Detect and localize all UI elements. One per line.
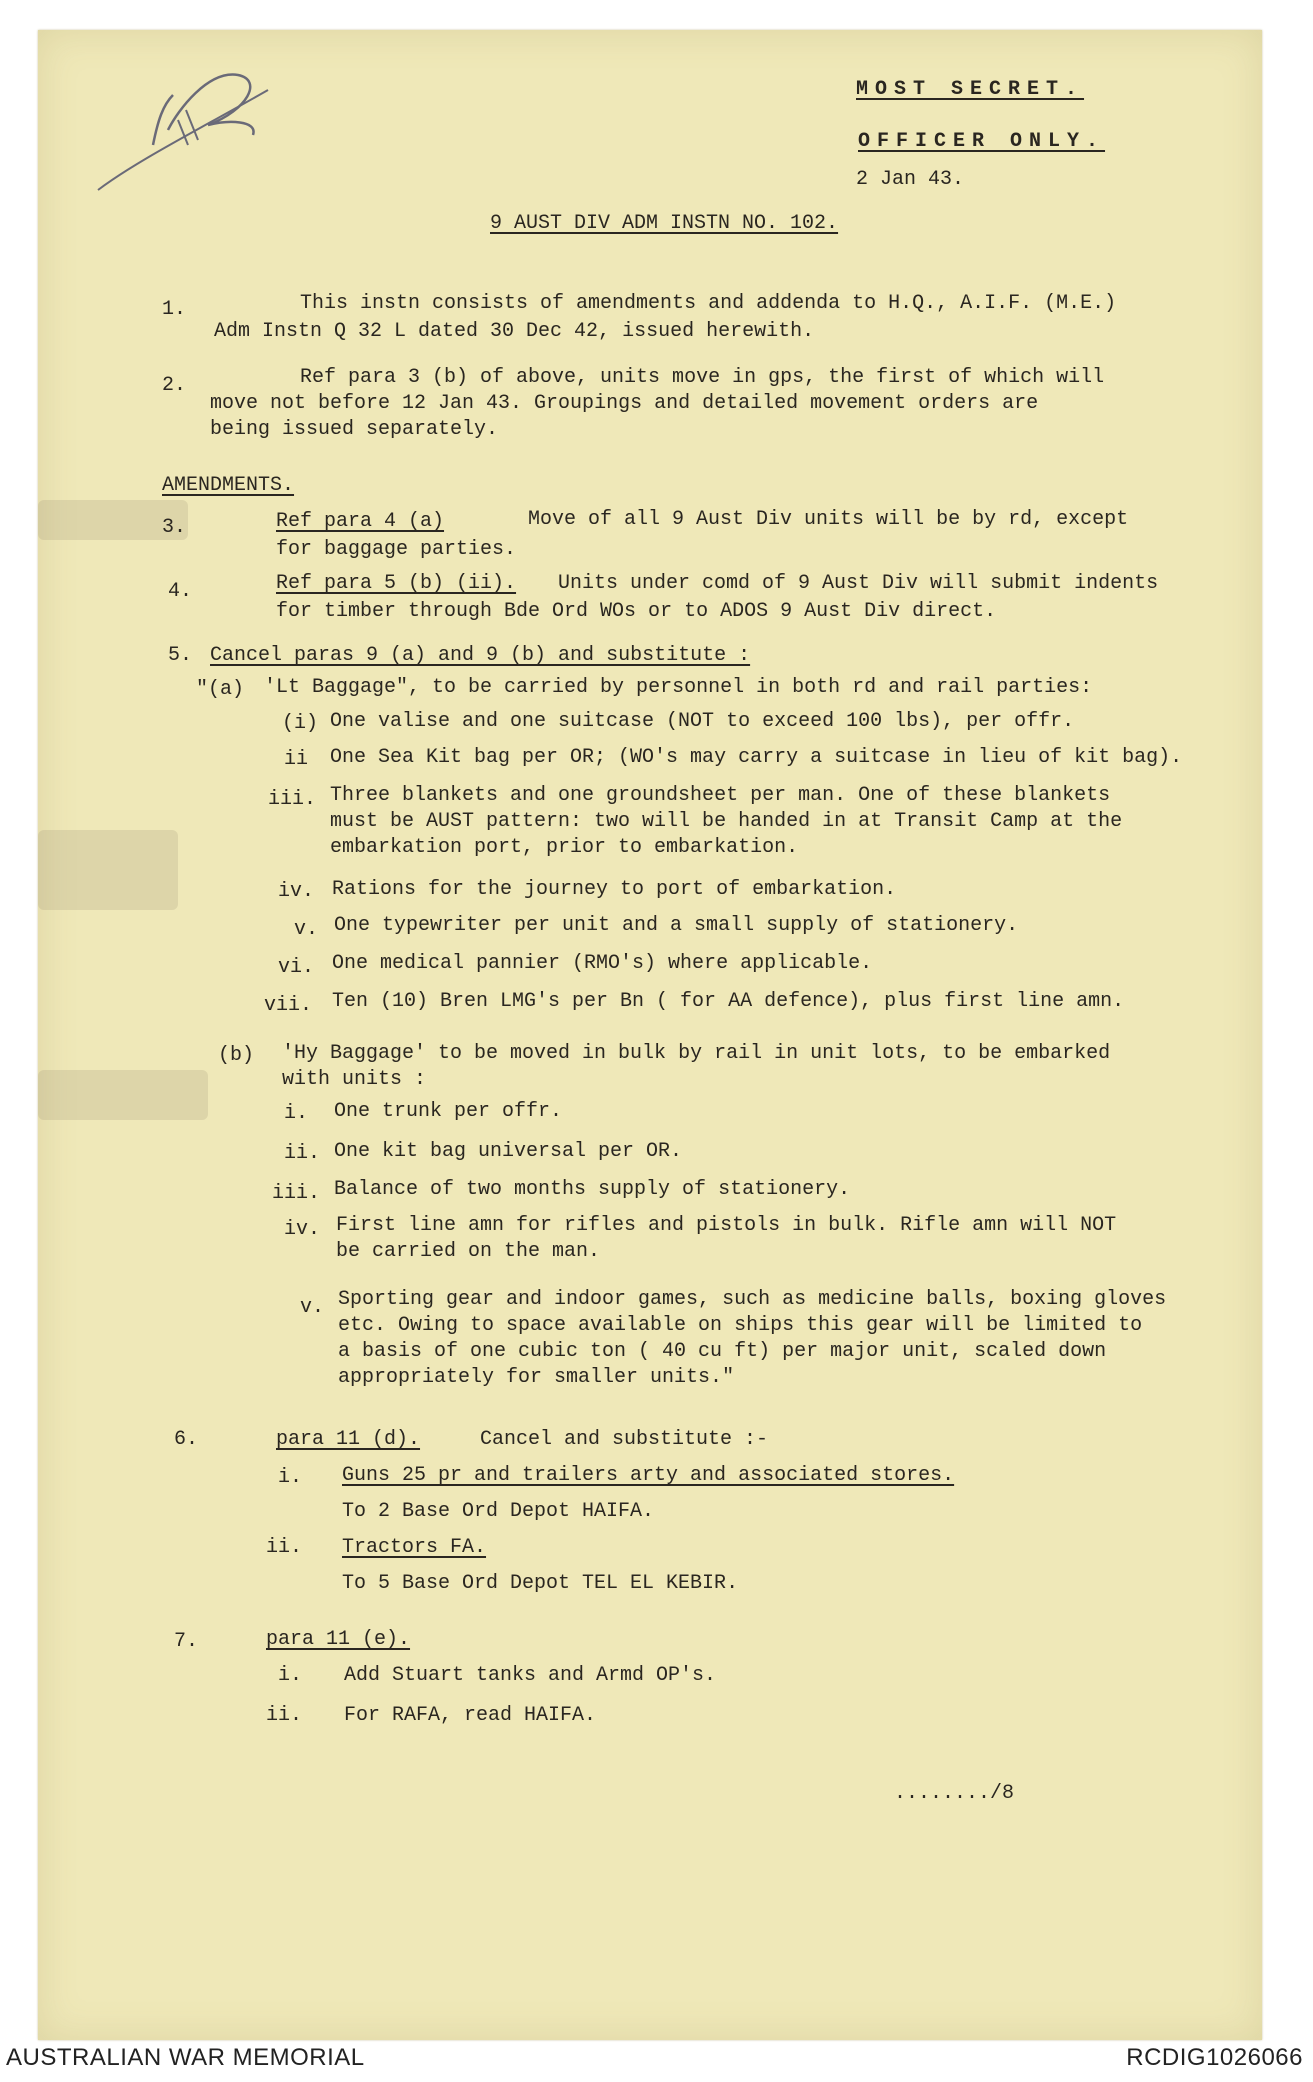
para-text: Move of all 9 Aust Div units will be by rd, except	[528, 508, 1129, 531]
item-text: Balance of two months supply of stationery.	[334, 1178, 851, 1201]
item-text: Sporting gear and indoor games, such as medicine balls, boxing gloves	[338, 1288, 1167, 1311]
subpara-label: "(a)	[196, 678, 245, 701]
item-text: embarkation port, prior to embarkation.	[330, 836, 799, 859]
para-number: 3.	[162, 516, 187, 539]
item-number: ii.	[284, 1142, 321, 1165]
para-text: This instn consists of amendments and addenda to H.Q., A.I.F. (M.E.)	[300, 292, 1117, 315]
item-text: First line amn for rifles and pistols in bulk. Rifle amn will NOT	[336, 1214, 1117, 1237]
item-text: To 5 Base Ord Depot TEL EL KEBIR.	[342, 1572, 739, 1595]
item-number: i.	[284, 1102, 309, 1125]
subpara-text: 'Lt Baggage", to be carried by personnel in both rd and rail parties:	[264, 676, 1093, 699]
handwritten-initials	[78, 50, 338, 200]
item-number: i.	[278, 1466, 303, 1489]
ink-smudge	[38, 830, 178, 910]
item-text: One medical pannier (RMO's) where applicable.	[332, 952, 873, 975]
page-continuation: ......../8	[894, 1782, 1015, 1805]
item-text: a basis of one cubic ton ( 40 cu ft) per major unit, scaled down	[338, 1340, 1107, 1363]
item-number: ii.	[266, 1704, 303, 1727]
item-text: One typewriter per unit and a small supply of stationery.	[334, 914, 1019, 937]
item-number: vii.	[264, 994, 313, 1017]
item-text: Rations for the journey to port of embarkation.	[332, 878, 897, 901]
item-text: Tractors FA.	[342, 1536, 487, 1559]
item-text: Three blankets and one groundsheet per man. One of these blankets	[330, 784, 1111, 807]
para-text: Ref para 3 (b) of above, units move in gps, the first of which will	[300, 366, 1105, 389]
item-text: must be AUST pattern: two will be handed in at Transit Camp at the	[330, 810, 1123, 833]
subpara-text: 'Hy Baggage' to be moved in bulk by rail in unit lots, to be embarked	[282, 1042, 1111, 1065]
item-text: Guns 25 pr and trailers arty and associated stores.	[342, 1464, 955, 1487]
para-number: 4.	[168, 580, 193, 603]
para-number: 2.	[162, 374, 187, 397]
para-heading: Cancel paras 9 (a) and 9 (b) and substitute :	[210, 644, 751, 667]
para-text: being issued separately.	[210, 418, 499, 441]
item-text: One Sea Kit bag per OR; (WO's may carry a suitcase in lieu of kit bag).	[330, 746, 1183, 769]
classification-label: MOST SECRET.	[856, 78, 1085, 101]
subpara-label: (b)	[218, 1044, 255, 1067]
document-page	[38, 30, 1262, 2040]
item-number: ii	[284, 748, 309, 771]
item-text: One valise and one suitcase (NOT to exceed 100 lbs), per offr.	[330, 710, 1075, 733]
para-text: for timber through Bde Ord WOs or to ADOS 9 Aust Div direct.	[276, 600, 997, 623]
section-heading: AMENDMENTS.	[162, 474, 295, 497]
para-reference: Ref para 4 (a)	[276, 510, 445, 533]
item-text: One trunk per offr.	[334, 1100, 563, 1123]
item-text: etc. Owing to space available on ships this gear will be limited to	[338, 1314, 1143, 1337]
para-text: for baggage parties.	[276, 538, 517, 561]
item-number: vi.	[278, 956, 315, 979]
footer-record-id: RCDIG1026066	[1126, 2044, 1303, 2071]
item-number: (i)	[282, 712, 319, 735]
item-number: ii.	[266, 1536, 303, 1559]
handling-label: OFFICER ONLY.	[858, 130, 1106, 153]
ink-smudge	[38, 1070, 208, 1120]
item-number: iv.	[284, 1218, 321, 1241]
document-title: 9 AUST DIV ADM INSTN NO. 102.	[490, 212, 839, 235]
para-reference: para 11 (d).	[276, 1428, 421, 1451]
para-number: 6.	[174, 1428, 199, 1451]
subpara-text: with units :	[282, 1068, 427, 1091]
item-number: v.	[294, 918, 319, 941]
para-number: 5.	[168, 644, 193, 667]
item-number: iii.	[268, 788, 317, 811]
para-text: move not before 12 Jan 43. Groupings and detailed movement orders are	[210, 392, 1039, 415]
item-text: One kit bag universal per OR.	[334, 1140, 683, 1163]
item-number: iii.	[272, 1182, 321, 1205]
para-text: Units under comd of 9 Aust Div will submit indents	[558, 572, 1159, 595]
para-text: Adm Instn Q 32 L dated 30 Dec 42, issued herewith.	[214, 320, 815, 343]
para-reference: Ref para 5 (b) (ii).	[276, 572, 517, 595]
item-text: be carried on the man.	[336, 1240, 601, 1263]
item-text: Add Stuart tanks and Armd OP's.	[344, 1664, 717, 1687]
item-number: iv.	[278, 880, 315, 903]
para-reference: para 11 (e).	[266, 1628, 411, 1651]
para-number: 1.	[162, 298, 187, 321]
item-text: appropriately for smaller units."	[338, 1366, 735, 1389]
item-text: For RAFA, read HAIFA.	[344, 1704, 597, 1727]
item-number: v.	[300, 1296, 325, 1319]
para-number: 7.	[174, 1630, 199, 1653]
para-text: Cancel and substitute :-	[480, 1428, 769, 1451]
item-text: Ten (10) Bren LMG's per Bn ( for AA defence), plus first line amn.	[332, 990, 1125, 1013]
footer-source: AUSTRALIAN WAR MEMORIAL	[6, 2044, 365, 2071]
item-number: i.	[278, 1664, 303, 1687]
document-date: 2 Jan 43.	[856, 168, 965, 191]
item-text: To 2 Base Ord Depot HAIFA.	[342, 1500, 655, 1523]
